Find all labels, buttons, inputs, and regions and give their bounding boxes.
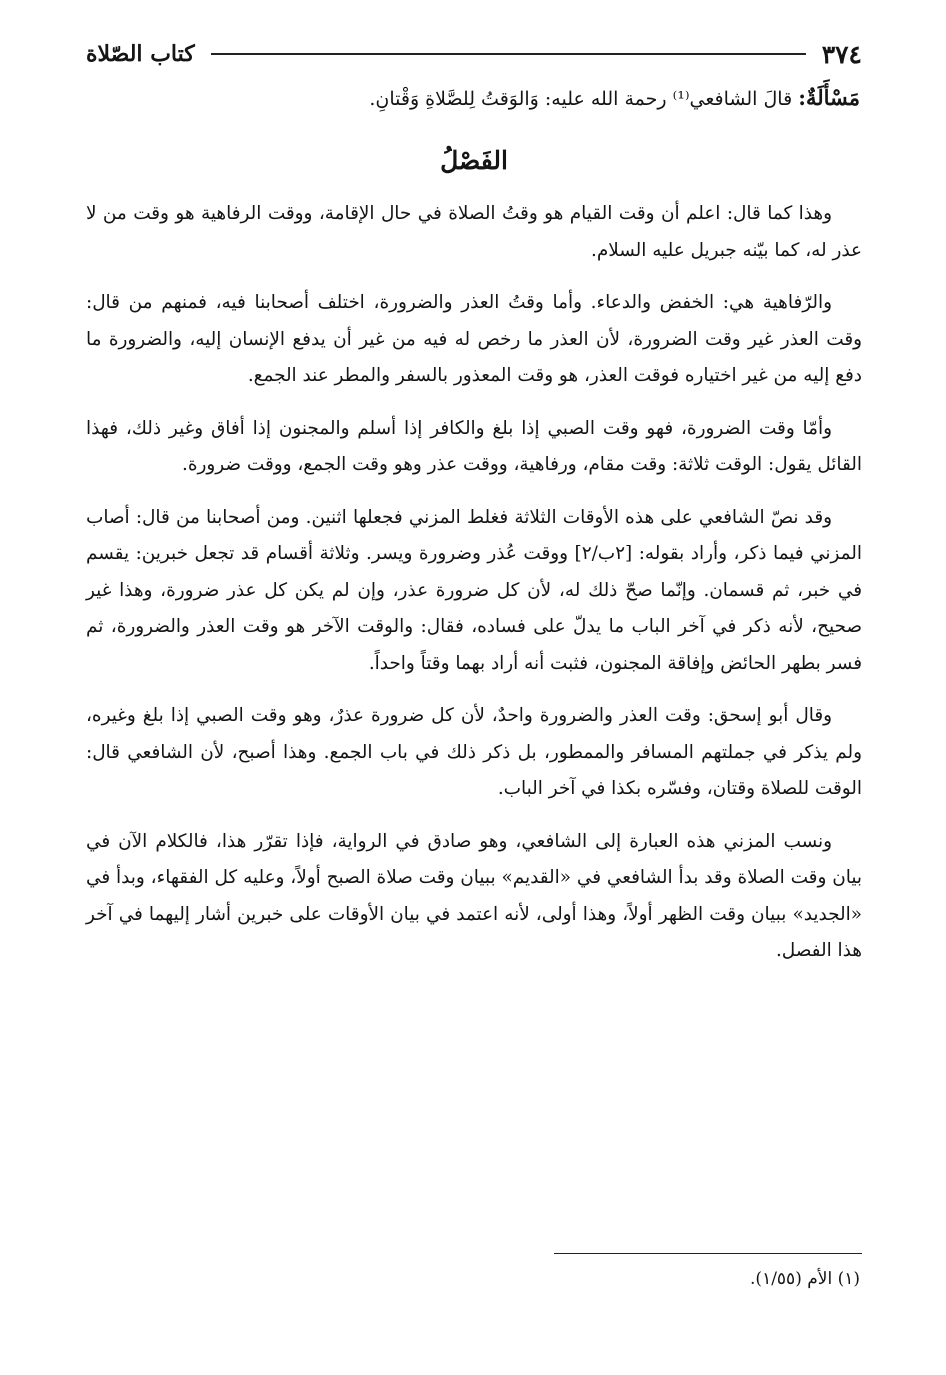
footnote: (١) الأم (١/٥٥).: [750, 1269, 860, 1289]
masala-label: مَسْأَلَةٌ:: [798, 85, 860, 110]
page-header: [86, 36, 862, 72]
page-number: ٣٧٤: [821, 39, 862, 69]
paragraph-6: ونسب المزني هذه العبارة إلى الشافعي، وهو صادق في الرواية، فإذا تقرّر هذا، فالكلام الآن في بيان وقت الصلاة وقد بدأ الشافعي في «القديم» ببيان وقت صلاة الصبح أولاً، وعليه كل الفقهاء، وبدأ في «الجديد» ببيان وقت الظهر أولاً، وهذا أولى، لأنه اعتمد في بيان الأوقات على خبرين أشار إليهما في آخر هذا الفصل.: [86, 830, 862, 961]
book-title: كتاب الصّلاة: [86, 41, 195, 67]
section-heading: الفَصْلُ: [440, 146, 508, 175]
paragraph-2: والرّفاهية هي: الخفض والدعاء. وأما وقتُ العذر والضرورة، اختلف أصحابنا فيه، فمنهم من قال: وقت العذر غير وقت الضرورة، لأن العذر ما رخص له فيه من غير أن يدفع الإنسان إليه، والضرورة ما دفع إليه من غير اختياره فوقت العذر، هو وقت المعذور بالسفر والمطر عند الجمع.: [86, 292, 862, 386]
masala-text: قالَ الشافعي⁽¹⁾ رحمة الله عليه: وَالوَقتُ لِلصَّلاةِ وَقْتانِ.: [369, 88, 793, 110]
header-rule: [211, 53, 806, 55]
footnote-rule: [554, 1253, 862, 1254]
book-page: [86, 0, 862, 1375]
paragraph-4: وقد نصّ الشافعي على هذه الأوقات الثلاثة فغلط المزني فجعلها اثنين. ومن أصحابنا من قال: أصاب المزني فيما ذكر، وأراد بقوله: [٢ب/٢] ووقت عُذر وضرورة ويسر. وثلاثة أقسام قد تجعل خبرين: يقسم في خبر، ثم قسمان. وإنّما صحّ ذلك له، لأن كل ضرورة عذر، وإن لم يكن كل عذر ضرورة، وهذا غير صحيح، لأنه ذكر في آخر الباب ما يدلّ على فساده، فقال: والوقت الآخر هو وقت العذر والضرورة، ثم فسر بطهر الحائض وإفاقة المجنون، فثبت أنه أراد بهما وقتاً واحداً.: [86, 506, 863, 674]
paragraph-3: وأمّا وقت الضرورة، فهو وقت الصبي إذا بلغ والكافر إذا أسلم والمجنون إذا أفاق وغير ذلك، فهذا القائل يقول: الوقت ثلاثة: وقت مقام، ورفاهية، ووقت عذر وهو وقت الجمع، ووقت ضرورة.: [86, 417, 862, 475]
body-text: [86, 196, 862, 986]
paragraph-1: وهذا كما قال: اعلم أن وقت القيام هو وقتُ الصلاة في حال الإقامة، ووقت الرفاهية هو وقت من لا عذر له، كما بيّنه جبريل عليه السلام.: [86, 203, 862, 261]
paragraph-5: وقال أبو إسحق: وقت العذر والضرورة واحدٌ، لأن كل ضرورة عذرٌ، وهو وقت الصبي إذا بلغ وغيره، ولم يذكر في جملتهم المسافر والممطور، بل ذكر ذلك في باب الجمع. وهذا أصبح، لأن الشافعي قال: الوقت للصلاة وقتان، وفسّره بكذا في آخر الباب.: [86, 705, 862, 799]
masala-line: [86, 78, 860, 119]
